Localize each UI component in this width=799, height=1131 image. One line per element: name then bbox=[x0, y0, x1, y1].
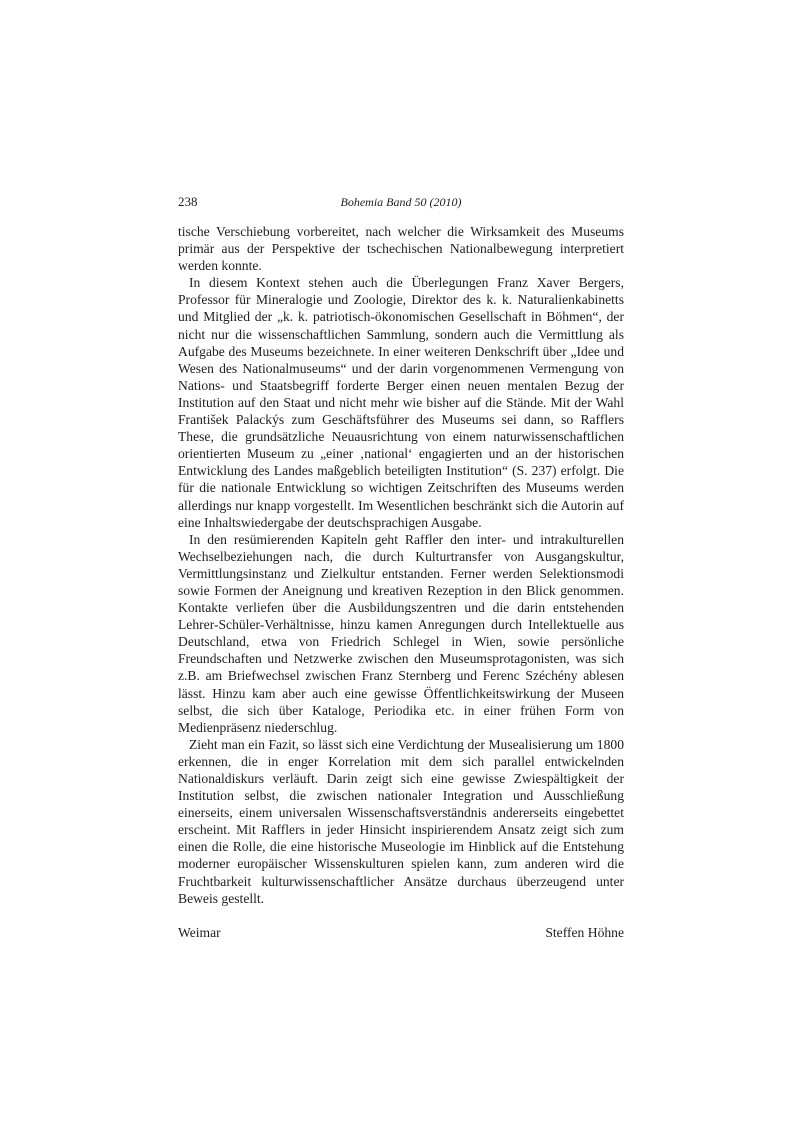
journal-title: Bohemia Band 50 (2010) bbox=[340, 195, 462, 209]
paragraph: In diesem Kontext stehen auch die Überlegungen Franz Xaver Bergers, Professor für Mineralogie und Zoologie, Direktor des k. k. Naturalienkabinetts und Mitglied der „k. k. patriotisch-ökonomischen Gesellschaft in Böhmen“, der nicht nur die wissenschaftlichen Sammlung, sondern auch die Vermittlung als Aufgabe des Museums bezeichnete. In einer weiteren Denkschrift über „Idee und Wesen des Nationalmuseums“ und der darin vorgenommenen Vermengung von Nations- und Staatsbegriff forderte Berger einen neuen mentalen Bezug der Institution auf den Staat und nicht mehr wie bisher auf die Stände. Mit der Wahl František Palackýs zum Geschäftsführer des Museums sei dann, so Rafflers These, die grundsätzliche Neuausrichtung von einem naturwissenschaftlichen orientierten Museum zu „einer ‚national‘ engagierten und an der historischen Entwicklung des Landes maßgeblich beteiligten Institution“ (S. 237) erfolgt. Die für die nationale Entwicklung so wichtigen Zeitschriften des Museums werden allerdings nur knapp vorgestellt. Im Wesentlichen beschränkt sich die Autorin auf eine Inhaltswiedergabe der deutschsprachigen Ausgabe. bbox=[178, 275, 624, 530]
review-page bbox=[178, 192, 624, 942]
body-text bbox=[178, 223, 624, 907]
paragraph: Zieht man ein Fazit, so lässt sich eine Verdichtung der Musealisierung um 1800 erkennen, die in enger Korrelation mit dem sich parallel entwickelnden Nationaldiskurs verläuft. Darin zeigt sich eine gewisse Zwiespältigkeit der Institution selbst, die zwischen nationaler Integration und Ausschließung einerseits, einem universalen Wissenschaftsverständnis andererseits eingebettet erscheint. Mit Rafflers in jeder Hinsicht inspirierendem Ansatz zeigt sich zum einen die Rolle, die eine historische Museologie im Hinblick auf die Entstehung moderner europäischer Wissenskulturen spielen kann, zum anderen wird die Fruchtbarkeit kulturwissenschaftlicher Ansätze durchaus überzeugend unter Beweis gestellt. bbox=[178, 736, 624, 906]
signature-place: Weimar bbox=[178, 924, 221, 940]
signature-author: Steffen Höhne bbox=[545, 924, 624, 940]
signature-line bbox=[178, 924, 624, 942]
running-head bbox=[178, 192, 624, 212]
page-number: 238 bbox=[178, 194, 198, 209]
paragraph: In den resümierenden Kapiteln geht Raffler den inter- und intrakulturellen Wechselbeziehungen nach, die durch Kulturtransfer von Ausgangskultur, Vermittlungsinstanz und Zielkultur entstanden. Ferner werden Selektionsmodi sowie Formen der Aneignung und kreativen Rezeption in den Blick genommen. Kontakte verliefen über die Ausbildungszentren und die darin entstehenden Lehrer-Schüler-Verhältnisse, hinzu kamen Anregungen durch Intellektuelle aus Deutschland, etwa von Friedrich Schlegel in Wien, sowie persönliche Freundschaften und Netzwerke zwischen den Museumsprotagonisten, was sich z.B. am Briefwechsel zwischen Franz Sternberg und Ferenc Széchény ablesen lässt. Hinzu kam aber auch eine gewisse Öffentlichkeitswirkung der Museen selbst, die sich über Kataloge, Periodika etc. in einer frühen Form von Medienpräsenz niederschlug. bbox=[178, 531, 624, 735]
paragraph-continuation: tische Verschiebung vorbereitet, nach welcher die Wirksamkeit des Museums primär aus der Perspektive der tschechischen Nationalbewegung interpretiert werden konnte. bbox=[178, 224, 624, 274]
